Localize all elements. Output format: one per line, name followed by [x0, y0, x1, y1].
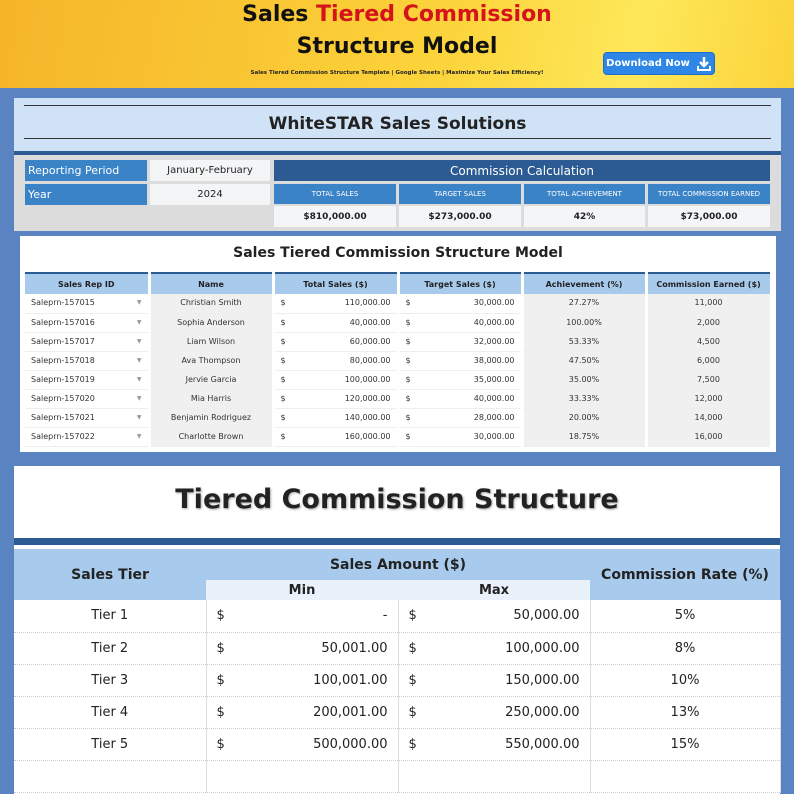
amount-wrap: [275, 294, 397, 312]
target-sales-cell: [398, 332, 522, 351]
total-sales-cell: [273, 389, 398, 408]
amount: 28,000.00: [473, 412, 515, 422]
tier-name: Tier 5: [14, 728, 206, 760]
commission-earned: 11,000: [646, 294, 771, 313]
table-row: [25, 313, 771, 332]
amount: 150,000.00: [505, 672, 580, 688]
period-label: Reporting Period: [25, 160, 147, 181]
min-header: Min: [206, 580, 398, 600]
amount-wrap: [207, 697, 398, 728]
amount: 100,001.00: [313, 672, 388, 688]
column-header: Total Sales ($): [273, 273, 398, 294]
column-header: Achievement (%): [522, 273, 646, 294]
rep-id-cell[interactable]: [25, 351, 149, 370]
amount-wrap: [275, 352, 397, 370]
amount: 110,000.00: [344, 298, 391, 308]
rep-name: Charlotte Brown: [149, 427, 273, 446]
amount: 550,000.00: [505, 736, 580, 752]
rep-id-cell[interactable]: [25, 427, 149, 446]
table-row: [25, 389, 771, 408]
amount-wrap: [275, 333, 397, 351]
amount-wrap: [400, 352, 521, 370]
target-sales-cell: [398, 313, 522, 332]
amount-wrap: [275, 314, 397, 332]
rep-id-cell[interactable]: [25, 370, 149, 389]
divider-bar: [14, 538, 780, 545]
commission-calculation-title: Commission Calculation: [274, 160, 770, 181]
total-sales-cell: [273, 313, 398, 332]
total-sales-cell: [273, 370, 398, 389]
sales-reps-title: Sales Tiered Commission Structure Model: [233, 245, 563, 261]
commission-earned: 6,000: [646, 351, 771, 370]
currency-symbol: $: [405, 412, 411, 422]
currency-symbol: $: [405, 393, 411, 403]
tier-name: Tier 4: [14, 696, 206, 728]
commission-earned: 12,000: [646, 389, 771, 408]
rep-id-wrap: [25, 314, 148, 332]
table-row: [25, 408, 771, 427]
rep-id-cell[interactable]: [25, 294, 149, 313]
target-sales-cell: [398, 294, 522, 313]
amount: 30,000.00: [473, 431, 515, 441]
amount: 30,000.00: [473, 298, 515, 308]
rep-name: Mia Harris: [149, 389, 273, 408]
amount: 160,000.00: [344, 431, 391, 441]
currency-symbol: $: [280, 317, 286, 327]
amount: 40,000.00: [349, 317, 391, 327]
amount: 140,000.00: [344, 412, 391, 422]
target-sales-header: TARGET SALES: [399, 184, 521, 204]
achievement: 20.00%: [522, 408, 646, 427]
empty-row: [14, 760, 780, 792]
max-header: Max: [398, 580, 590, 600]
min-cell: [206, 632, 398, 664]
currency-symbol: $: [405, 298, 411, 308]
table-row: [25, 370, 771, 389]
rep-id-wrap: [25, 333, 148, 351]
target-sales-cell: [398, 427, 522, 446]
currency-symbol: $: [408, 672, 417, 688]
divider: [24, 105, 771, 106]
amount-wrap: [400, 333, 521, 351]
rep-name: Liam Wilson: [149, 332, 273, 351]
amount-wrap: [400, 314, 521, 332]
max-cell: [398, 728, 590, 760]
amount-wrap: [399, 600, 590, 631]
currency-symbol: $: [280, 412, 286, 422]
amount: 100,000.00: [344, 374, 391, 384]
commission-earned: 4,500: [646, 332, 771, 351]
amount: 35,000.00: [473, 374, 515, 384]
currency-symbol: $: [405, 374, 411, 384]
amount-wrap: [400, 428, 521, 446]
rep-id: Saleprn-157017: [31, 336, 95, 346]
achievement: 53.33%: [522, 332, 646, 351]
rep-id: Saleprn-157016: [31, 317, 95, 327]
achievement: 27.27%: [522, 294, 646, 313]
chevron-down-icon[interactable]: ▼: [136, 318, 142, 326]
min-cell: [206, 600, 398, 632]
max-cell: [398, 664, 590, 696]
rep-id-cell[interactable]: [25, 389, 149, 408]
amount-wrap: [275, 409, 397, 427]
currency-symbol: $: [280, 374, 286, 384]
achievement: 18.75%: [522, 427, 646, 446]
rep-name: Christian Smith: [149, 294, 273, 313]
amount-wrap: [400, 371, 521, 389]
column-header: Name: [149, 273, 273, 294]
chevron-down-icon[interactable]: ▼: [136, 337, 142, 345]
amount: 40,000.00: [473, 393, 515, 403]
total-sales-value: $810,000.00: [274, 206, 396, 227]
total-sales-header: TOTAL SALES: [274, 184, 396, 204]
total-commission-header: TOTAL COMMISSION EARNED: [648, 184, 770, 204]
total-sales-cell: [273, 427, 398, 446]
achievement: 35.00%: [522, 370, 646, 389]
total-sales-cell: [273, 351, 398, 370]
currency-symbol: $: [280, 393, 286, 403]
min-cell: [206, 664, 398, 696]
amount: -: [382, 608, 388, 624]
summary-area: [14, 151, 781, 231]
banner: [0, 0, 794, 88]
achievement: 33.33%: [522, 389, 646, 408]
rep-id-wrap: [25, 294, 148, 312]
amount-wrap: [399, 665, 590, 696]
amount-wrap: [275, 428, 397, 446]
min-cell: [206, 696, 398, 728]
period-value[interactable]: January-February: [150, 160, 270, 181]
table-row: [25, 332, 771, 351]
download-label: Download Now: [606, 58, 690, 69]
empty-cell: [206, 760, 398, 792]
amount-wrap: [275, 390, 397, 408]
rep-id-cell[interactable]: [25, 313, 149, 332]
year-value[interactable]: 2024: [150, 184, 270, 205]
amount: 32,000.00: [473, 336, 515, 346]
amount: 50,001.00: [321, 640, 388, 656]
rep-id: Saleprn-157021: [31, 412, 95, 422]
commission-earned: 2,000: [646, 313, 771, 332]
amount: 500,000.00: [313, 736, 388, 752]
table-row: [25, 427, 771, 446]
target-sales-cell: [398, 408, 522, 427]
amount-wrap: [400, 390, 521, 408]
amount: 40,000.00: [473, 317, 515, 327]
banner-title-line2: Structure Model: [296, 34, 498, 59]
amount-wrap: [400, 294, 521, 312]
rep-id-wrap: [25, 409, 148, 427]
currency-symbol: $: [216, 640, 225, 656]
total-achievement-header: TOTAL ACHIEVEMENT: [524, 184, 645, 204]
company-header: [14, 98, 781, 151]
chevron-down-icon[interactable]: ▼: [136, 432, 142, 440]
commission-rate: 5%: [590, 600, 780, 632]
total-sales-cell: [273, 408, 398, 427]
rep-id-cell[interactable]: [25, 408, 149, 427]
download-button[interactable]: [603, 52, 715, 75]
total-sales-cell: [273, 332, 398, 351]
tier-name: Tier 1: [14, 600, 206, 632]
target-sales-cell: [398, 351, 522, 370]
commission-rate: 8%: [590, 632, 780, 664]
tier-row: [14, 600, 780, 632]
column-header: Commission Earned ($): [646, 273, 771, 294]
amount-wrap: [207, 600, 398, 631]
chevron-down-icon[interactable]: ▼: [136, 299, 142, 307]
amount: 200,001.00: [313, 704, 388, 720]
rep-name: Benjamin Rodriguez: [149, 408, 273, 427]
currency-symbol: $: [408, 704, 417, 720]
currency-symbol: $: [408, 640, 417, 656]
column-header: Sales Rep ID: [25, 273, 149, 294]
amount: 60,000.00: [349, 336, 391, 346]
achievement: 100.00%: [522, 313, 646, 332]
tier-name: Tier 3: [14, 664, 206, 696]
tier-row: [14, 728, 780, 760]
commission-rate: 13%: [590, 696, 780, 728]
amount: 250,000.00: [505, 704, 580, 720]
rep-id: Saleprn-157015: [31, 298, 95, 308]
dashboard-panel: [14, 98, 781, 231]
min-cell: [206, 728, 398, 760]
amount-wrap: [207, 633, 398, 664]
rep-name: Jervie Garcia: [149, 370, 273, 389]
currency-symbol: $: [280, 336, 286, 346]
amount: 120,000.00: [344, 393, 391, 403]
empty-cell: [14, 760, 206, 792]
sales-reps-card: [20, 236, 776, 452]
company-name: WhiteSTAR Sales Solutions: [268, 114, 527, 134]
amount-wrap: [400, 409, 521, 427]
achievement: 47.50%: [522, 351, 646, 370]
currency-symbol: $: [280, 431, 286, 441]
rep-id-wrap: [25, 428, 148, 446]
tier-section: [14, 466, 780, 794]
tier-row: [14, 664, 780, 696]
currency-symbol: $: [408, 736, 417, 752]
commission-rate: 10%: [590, 664, 780, 696]
currency-symbol: $: [280, 355, 286, 365]
empty-cell: [590, 760, 780, 792]
chevron-down-icon[interactable]: ▼: [136, 394, 142, 402]
currency-symbol: $: [405, 431, 411, 441]
rep-name: Ava Thompson: [149, 351, 273, 370]
currency-symbol: $: [405, 336, 411, 346]
currency-symbol: $: [216, 672, 225, 688]
max-cell: [398, 600, 590, 632]
rep-id: Saleprn-157020: [31, 393, 95, 403]
sales-tier-header: Sales Tier: [14, 549, 206, 600]
divider: [24, 138, 771, 139]
commission-rate-header: Commission Rate (%): [590, 549, 780, 600]
currency-symbol: $: [408, 608, 417, 624]
commission-earned: 14,000: [646, 408, 771, 427]
rep-id-cell[interactable]: [25, 332, 149, 351]
currency-symbol: $: [216, 736, 225, 752]
download-icon: [696, 56, 712, 72]
currency-symbol: $: [405, 355, 411, 365]
sales-amount-header: Sales Amount ($): [206, 549, 590, 580]
total-commission-value: $73,000.00: [648, 206, 770, 227]
rep-id-wrap: [25, 371, 148, 389]
amount-wrap: [207, 729, 398, 760]
commission-earned: 16,000: [646, 427, 771, 446]
banner-subtitle: Sales Tiered Commission Structure Template | Google Sheets | Maximize Your Sales Efficiency!: [250, 70, 544, 76]
amount: 38,000.00: [473, 355, 515, 365]
chevron-down-icon[interactable]: ▼: [136, 375, 142, 383]
total-sales-cell: [273, 294, 398, 313]
sales-reps-table: [25, 272, 773, 447]
tier-row: [14, 632, 780, 664]
commission-rate: 15%: [590, 728, 780, 760]
currency-symbol: $: [405, 317, 411, 327]
target-sales-cell: [398, 370, 522, 389]
max-cell: [398, 696, 590, 728]
rep-id: Saleprn-157022: [31, 431, 95, 441]
tier-title: Tiered Commission Structure: [175, 484, 619, 515]
currency-symbol: $: [216, 704, 225, 720]
currency-symbol: $: [280, 298, 286, 308]
table-row: [25, 351, 771, 370]
commission-earned: 7,500: [646, 370, 771, 389]
year-label: Year: [25, 184, 147, 205]
chevron-down-icon[interactable]: ▼: [136, 356, 142, 364]
empty-cell: [398, 760, 590, 792]
tier-name: Tier 2: [14, 632, 206, 664]
currency-symbol: $: [216, 608, 225, 624]
amount-wrap: [275, 371, 397, 389]
amount: 50,000.00: [513, 608, 580, 624]
amount-wrap: [399, 697, 590, 728]
total-achievement-value: 42%: [524, 206, 645, 227]
amount-wrap: [399, 633, 590, 664]
table-row: [25, 294, 771, 313]
tier-row: [14, 696, 780, 728]
column-header: Target Sales ($): [398, 273, 522, 294]
max-cell: [398, 632, 590, 664]
rep-id: Saleprn-157019: [31, 374, 95, 384]
rep-id: Saleprn-157018: [31, 355, 95, 365]
tier-table: [14, 549, 781, 793]
rep-id-wrap: [25, 352, 148, 370]
amount-wrap: [399, 729, 590, 760]
banner-title: [0, 2, 794, 27]
amount-wrap: [207, 665, 398, 696]
amount: 80,000.00: [349, 355, 391, 365]
title-part: Sales: [242, 2, 317, 27]
amount: 100,000.00: [505, 640, 580, 656]
target-sales-cell: [398, 389, 522, 408]
title-highlight: Tiered Commission: [316, 2, 552, 27]
rep-id-wrap: [25, 390, 148, 408]
chevron-down-icon[interactable]: ▼: [136, 413, 142, 421]
target-sales-value: $273,000.00: [399, 206, 521, 227]
rep-name: Sophia Anderson: [149, 313, 273, 332]
